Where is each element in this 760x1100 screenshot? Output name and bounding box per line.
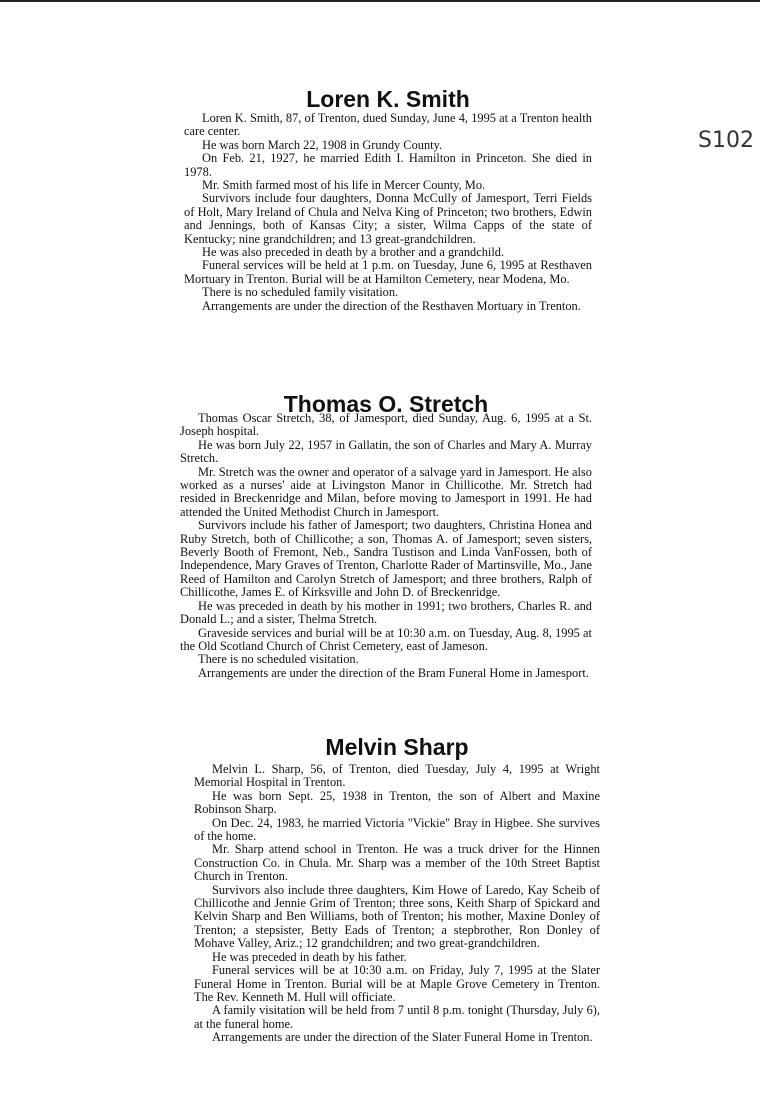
handwritten-page-annotation: S102 <box>698 128 754 153</box>
obituary-paragraph: Funeral services will be at 10:30 a.m. on Friday, July 7, 1995 at the Slater Funeral Home in Trenton. Burial will be at Maple Grove Cemetery in Trenton. The Rev. Kenneth M. Hull will officiate. <box>194 963 600 1004</box>
obituary-paragraph: Arrangements are under the direction of the Bram Funeral Home in Jamesport. <box>198 665 589 680</box>
obituary-paragraph: Survivors also include three daughters, Kim Howe of Laredo, Kay Scheib of Chillicothe and Jennie Grim of Trenton; three sons, Keith Sharp of Spickard and Kelvin Sharp and Ben Williams, both of Trenton; his mother, Maxine Donley of Trenton; a stepsister, Betty Eads of Trenton; a stepbrother, Ron Donley of Mohave Valley, Ariz.; 12 grandchildren; and two great-grandchildren. <box>194 882 600 951</box>
obituary-paragraph: On Dec. 24, 1983, he married Victoria "Vickie" Bray in Higbee. She survives of the home. <box>194 815 600 844</box>
obituary-body-smith <box>184 112 592 313</box>
obituary-paragraph: Survivors include his father of Jamesport; two daughters, Christina Honea and Ruby Stretch, both of Chillicothe; a son, Thomas A. of Jamesport; seven sisters, Beverly Booth of Fremont, Neb., Sandra Tustison and Linda VanFossen, both of Independence, Mary Graves of Trenton, Charlotte Rader of Martinsville, Mo., Jane Reed of Hamilton and Carolyn Stretch of Jamesport; and three brothers, Ralph of Chillicothe, James E. of Kirksville and John D. of Breckenridge. <box>180 518 592 600</box>
obituary-headline-stretch: Thomas O. Stretch <box>283 391 489 417</box>
obituary-paragraph: A family visitation will be held from 7 until 8 p.m. tonight (Thursday, July 6), at the funeral home. <box>194 1003 600 1031</box>
obituary-paragraph: Thomas Oscar Stretch, 38, of Jamesport, died Sunday, Aug. 6, 1995 at a St. Joseph hospital. <box>180 411 592 439</box>
obituary-headline-smith: Loren K. Smith <box>306 86 470 112</box>
obituary-paragraph: Funeral services will be held at 1 p.m. on Tuesday, June 6, 1995 at Resthaven Mortuary in Trenton. Burial will be at Hamilton Cemetery, near Modena, Mo. <box>184 258 592 286</box>
obituary-paragraph: Arrangements are under the direction of the Resthaven Mortuary in Trenton. <box>202 298 581 313</box>
obituary-paragraph: There is no scheduled family visitation. <box>202 285 399 300</box>
obituary-paragraph: Loren K. Smith, 87, of Trenton, dued Sunday, June 4, 1995 at a Trenton health care center. <box>184 111 592 139</box>
obituary-body-sharp <box>194 763 600 1045</box>
obituary-paragraph: He was preceded in death by his father. <box>212 949 407 964</box>
obituary-paragraph: Survivors include four daughters, Donna McCully of Jamesport, Terri Fields of Holt, Mary Ireland of Chula and Nelva King of Princeton; two brothers, Edwin and Jennings, both of Kansas City; a sister, Wilma Capps of the state of Kentucky; nine grandchildren; and 13 great-grandchildren. <box>184 191 592 246</box>
obituary-paragraph: He was born Sept. 25, 1938 in Trenton, the son of Albert and Maxine Robinson Sharp. <box>194 788 600 817</box>
obituary-paragraph: He was born March 22, 1908 in Grundy County. <box>202 137 443 152</box>
obituary-paragraph: Mr. Sharp attend school in Trenton. He was a truck driver for the Hinnen Construction Co. in Chula. Mr. Sharp was a member of the 10th Street Baptist Church in Trenton. <box>194 842 600 884</box>
obituary-paragraph: Melvin L. Sharp, 56, of Trenton, died Tuesday, July 4, 1995 at Wright Memorial Hospital in Trenton. <box>194 762 600 790</box>
obituary-body-stretch <box>180 412 592 680</box>
obituary-paragraph: Graveside services and burial will be at 10:30 a.m. on Tuesday, Aug. 8, 1995 at the Old Scotland Church of Christ Cemetery, east of Jameson. <box>180 625 592 653</box>
obituary-paragraph: He was born July 22, 1957 in Gallatin, the son of Charles and Mary A. Murray Stretch. <box>180 437 592 466</box>
obituary-headline-sharp: Melvin Sharp <box>325 734 469 760</box>
obituary-paragraph: Mr. Stretch was the owner and operator of a salvage yard in Jamesport. He also worked as a nurses' aide at Livingston Manor in Chillicothe. Mr. Stretch had resided in Breckenridge and Milan, before moving to Jamesport in 1991. He had attended the United Methodist Church in Jamesport. <box>180 464 592 519</box>
obituary-paragraph: There is no scheduled visitation. <box>198 652 359 667</box>
obituary-paragraph: He was also preceded in death by a brother and a grandchild. <box>202 245 505 260</box>
obituary-paragraph: Mr. Smith farmed most of his life in Mercer County, Mo. <box>202 178 486 193</box>
top-border-line <box>0 0 760 2</box>
obituary-paragraph: On Feb. 21, 1927, he married Edith I. Hamilton in Princeton. She died in 1978. <box>184 151 592 179</box>
obituary-paragraph: He was preceded in death by his mother in 1991; two brothers, Charles R. and Donald L.; and a sister, Thelma Stretch. <box>180 598 592 627</box>
obituary-paragraph: Arrangements are under the direction of the Slater Funeral Home in Trenton. <box>212 1030 593 1045</box>
